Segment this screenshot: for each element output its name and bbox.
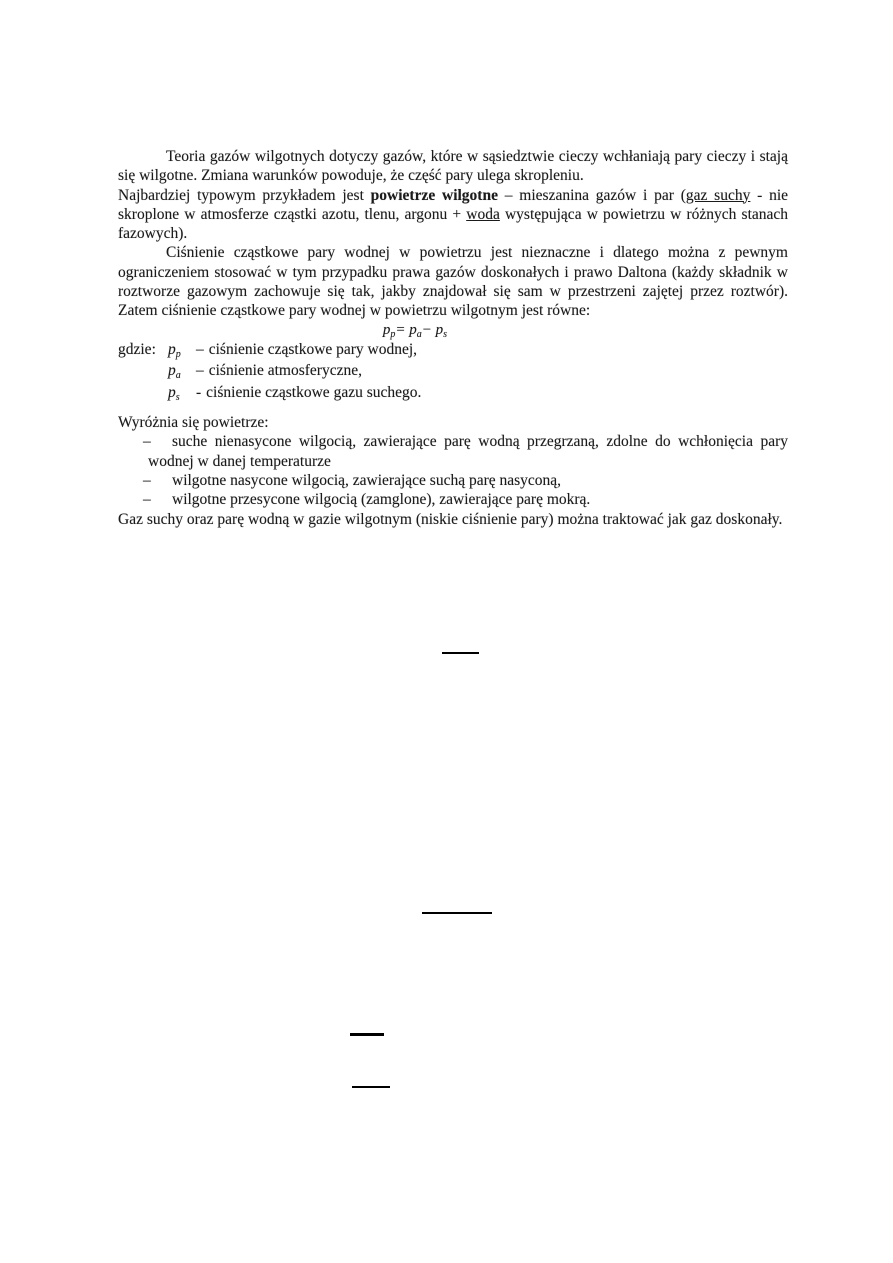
formula-var-ps: p bbox=[435, 321, 444, 338]
formula-var-pp: p bbox=[382, 321, 391, 338]
paragraph-example bbox=[118, 186, 788, 244]
dash: – bbox=[196, 340, 204, 358]
where-definition: ciśnienie cząstkowe gazu suchego. bbox=[206, 383, 422, 401]
formula-sub-p: p bbox=[390, 328, 396, 340]
where-row bbox=[118, 382, 788, 404]
where-definition: ciśnienie atmosferyczne, bbox=[208, 362, 362, 380]
underline-mark-4 bbox=[352, 1086, 390, 1088]
underlined-term-woda: woda bbox=[466, 205, 500, 223]
pressure-formula bbox=[118, 321, 788, 339]
formula-sub-a: a bbox=[416, 328, 422, 340]
list-item bbox=[118, 471, 788, 490]
air-types-list bbox=[118, 432, 788, 509]
where-definition: ciśnienie cząstkowe pary wodnej, bbox=[208, 340, 418, 358]
dash-marker: – bbox=[143, 472, 151, 490]
dash-marker: – bbox=[143, 433, 151, 451]
list-item bbox=[118, 490, 788, 509]
symbol-pp: $p_p$ bbox=[168, 340, 181, 360]
air-types-intro: Wyróżnia się powietrze: bbox=[118, 414, 269, 432]
where-block bbox=[118, 339, 788, 404]
underline-mark-2 bbox=[422, 912, 492, 914]
example-text-segment: Najbardziej typowym przykładem jest bbox=[118, 186, 371, 204]
dash: - bbox=[196, 383, 202, 401]
example-text-segment: – mieszanina gazów i par ( bbox=[497, 186, 686, 204]
underline-mark-3 bbox=[350, 1033, 384, 1036]
paragraph-dalton: Ciśnienie cząstkowe pary wodnej w powietrzu jest nieznaczne i dlatego można z pewnym ograniczeniem stosować w tym przypadku prawa gazów doskonałych i prawo Daltona (każdy składnik w roztworze gazowym zachowuje się tak, jakby znajdował się sam w przestrzeni zajętej przez roztwór). Zatem ciśnienie cząstkowe pary wodnej w powietrzu wilgotnym jest równe: bbox=[118, 244, 788, 320]
closing-paragraph: Gaz suchy oraz parę wodną w gazie wilgotnym (niskie ciśnienie pary) można traktować jak gaz doskonały. bbox=[118, 510, 783, 528]
symbol-pa: $p_a$ bbox=[168, 362, 181, 382]
list-item-text: wilgotne nasycone wilgocią, zawierające suchą parę nasyconą, bbox=[172, 472, 562, 490]
paragraph-intro: Teoria gazów wilgotnych dotyczy gazów, które w sąsiedztwie cieczy wchłaniają pary cieczy i stają się wilgotne. Zmiana warunków powoduje, że część pary ulega skropleniu. bbox=[118, 148, 788, 185]
example-text-segment: - nie skroplone w atmosferze cząstki azotu, tlenu, argonu + bbox=[118, 186, 789, 223]
where-row bbox=[118, 339, 788, 361]
list-item-text: wilgotne przesycone wilgocią (zamglone), zawierające parę mokrą. bbox=[172, 491, 591, 509]
formula-sub-s: s bbox=[443, 328, 448, 340]
minus-sign: − bbox=[421, 321, 436, 338]
where-label: gdzie: bbox=[118, 340, 156, 358]
dash: – bbox=[196, 362, 204, 380]
dash-marker: – bbox=[143, 491, 151, 509]
list-item-text: suche nienasycone wilgocią, zawierające parę wodną przegrzaną, zdolne do wchłonięcia pary wodnej w danej temperaturze bbox=[148, 433, 788, 470]
example-text-segment: występująca w powietrzu w różnych stanach fazowych). bbox=[118, 205, 789, 243]
equals-sign: = bbox=[395, 321, 410, 338]
underlined-term-gaz-suchy: gaz suchy bbox=[685, 186, 751, 204]
bold-term-powietrze-wilgotne: powietrze wilgotne bbox=[370, 186, 498, 204]
formula-var-pa: p bbox=[409, 321, 417, 338]
underline-mark-1 bbox=[442, 652, 479, 654]
where-row bbox=[118, 360, 788, 382]
text-column bbox=[118, 147, 788, 529]
symbol-ps: $p_s$ bbox=[168, 383, 180, 403]
list-item bbox=[118, 432, 788, 471]
